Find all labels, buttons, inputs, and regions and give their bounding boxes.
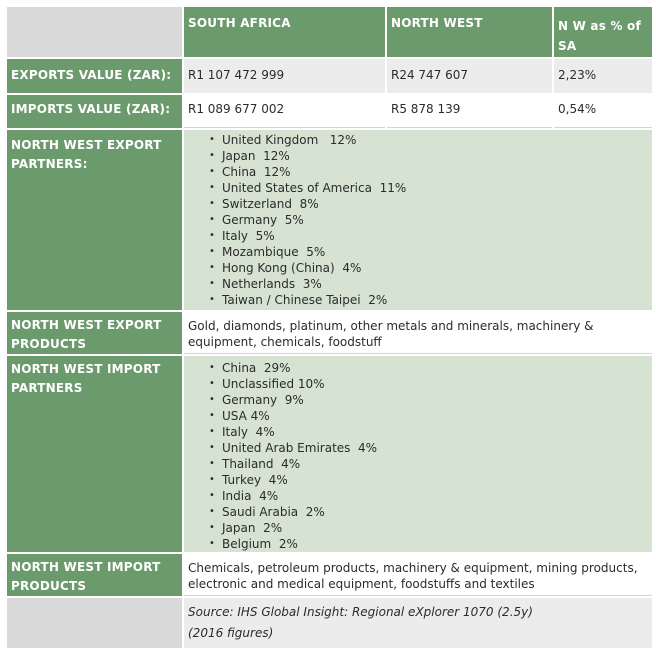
list-item: • Japan 2% (222, 520, 648, 536)
list-item: • Germany 9% (222, 392, 648, 408)
list-item: • Hong Kong (China) 4% (222, 260, 648, 276)
header-row (7, 7, 652, 57)
list-item: • United States of America 11% (222, 180, 648, 196)
list-item: • China 12% (222, 164, 648, 180)
import-products-text: Chemicals, petroleum products, machinery & equipment, mining products, electronic and medical equipment, foodstuffs and textiles (184, 554, 652, 596)
list-item: • Belgium 2% (222, 536, 648, 552)
imports-sa-value: R1 089 677 002 (184, 95, 385, 128)
export-partners-label: NORTH WEST EXPORT PARTNERS: (7, 130, 182, 310)
exports-label: EXPORTS VALUE (ZAR): (7, 59, 182, 93)
imports-row (7, 95, 652, 128)
source-cell (184, 598, 652, 648)
import-partners-list (188, 360, 648, 552)
list-item: • Turkey 4% (222, 472, 648, 488)
exports-sa-value: R1 107 472 999 (184, 59, 385, 93)
export-products-text: Gold, diamonds, platinum, other metals and minerals, machinery & equipment, chemicals, foodstuff (184, 312, 652, 354)
header-south-africa: SOUTH AFRICA (184, 7, 385, 57)
import-partners-label: NORTH WEST IMPORT PARTNERS (7, 356, 182, 552)
list-item: • United Arab Emirates 4% (222, 440, 648, 456)
list-item: • Mozambique 5% (222, 244, 648, 260)
header-nw-percent: N W as % of SA (554, 7, 652, 57)
header-north-west: NORTH WEST (387, 7, 552, 57)
list-item: • Taiwan / Chinese Taipei 2% (222, 292, 648, 308)
list-item: • Thailand 4% (222, 456, 648, 472)
imports-label: IMPORTS VALUE (ZAR): (7, 95, 182, 128)
export-partners-row (7, 130, 652, 310)
list-item: • India 4% (222, 488, 648, 504)
list-item: • Unclassified 10% (222, 376, 648, 392)
import-products-row (7, 554, 652, 596)
import-products-label: NORTH WEST IMPORT PRODUCTS (7, 554, 182, 596)
header-blank-cell (7, 7, 182, 57)
source-line-1: Source: IHS Global Insight: Regional eXplorer 1070 (2.5y) (188, 605, 533, 619)
source-blank-cell (7, 598, 182, 648)
export-partners-list (188, 132, 648, 308)
list-item: • United Kingdom 12% (222, 132, 648, 148)
source-line-2: (2016 figures) (188, 626, 274, 640)
list-item: • USA 4% (222, 408, 648, 424)
list-item: • Germany 5% (222, 212, 648, 228)
imports-pct-value: 0,54% (554, 95, 652, 128)
exports-nw-value: R24 747 607 (387, 59, 552, 93)
list-item: • Netherlands 3% (222, 276, 648, 292)
trade-table (5, 5, 654, 650)
imports-nw-value: R5 878 139 (387, 95, 552, 128)
export-partners-list-cell (184, 130, 652, 310)
list-item: • Italy 4% (222, 424, 648, 440)
export-products-row (7, 312, 652, 354)
list-item: • China 29% (222, 360, 648, 376)
source-row (7, 598, 652, 648)
list-item: • Italy 5% (222, 228, 648, 244)
exports-row (7, 59, 652, 93)
list-item: • Japan 12% (222, 148, 648, 164)
exports-pct-value: 2,23% (554, 59, 652, 93)
import-partners-row (7, 356, 652, 552)
export-products-label: NORTH WEST EXPORT PRODUCTS (7, 312, 182, 354)
list-item: • Saudi Arabia 2% (222, 504, 648, 520)
list-item: • Switzerland 8% (222, 196, 648, 212)
import-partners-list-cell (184, 356, 652, 552)
